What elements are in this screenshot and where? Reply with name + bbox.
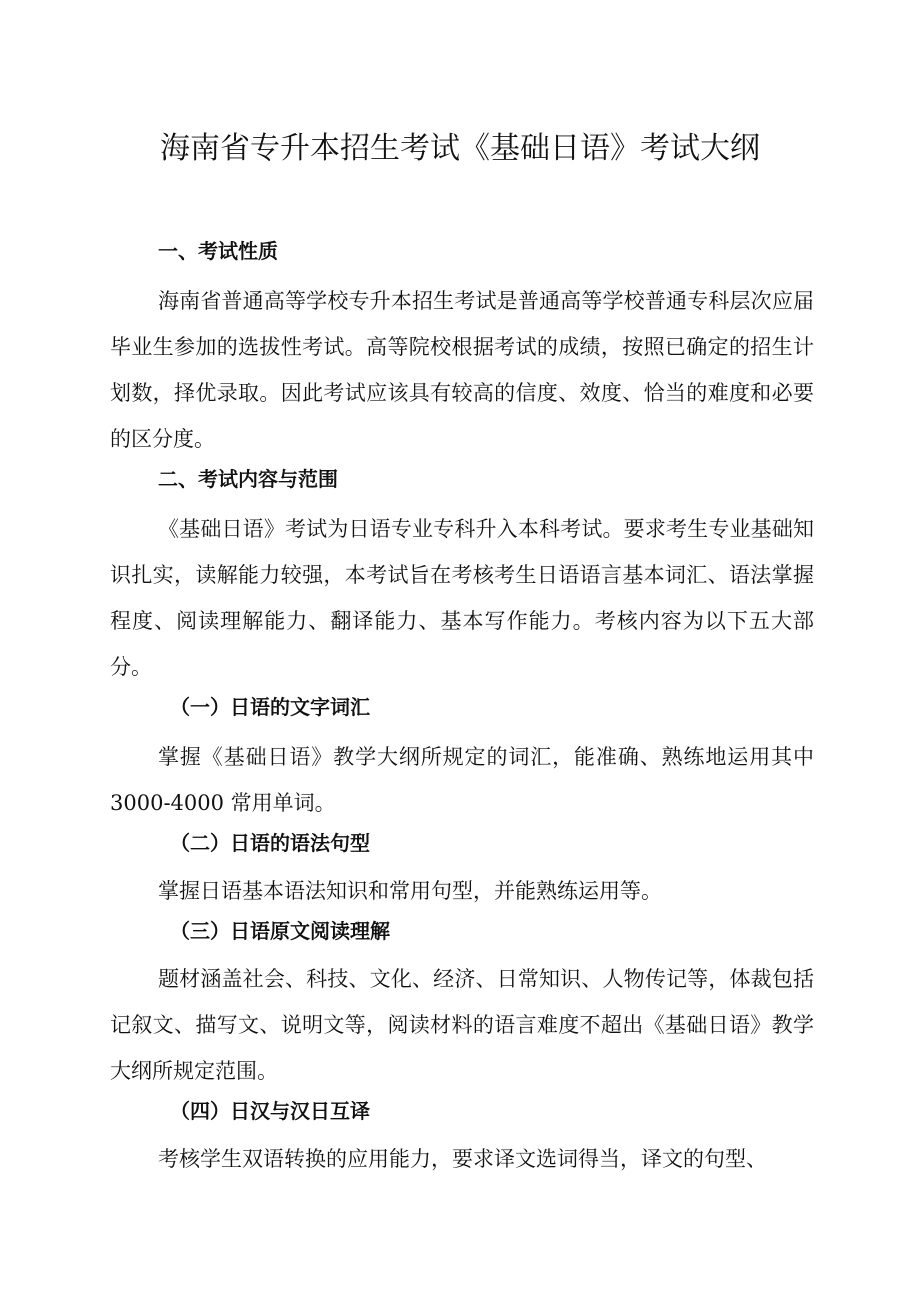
section-paragraph-content-scope: 《基础日语》考试为日语专业专科升入本科考试。要求考生专业基础知识扎实，读解能力较强，本考试旨在考核考生日语语言基本词汇、语法掌握程度、阅读理解能力、翻译能力、基本写作能力。考核内容为以下五大部分。 bbox=[110, 517, 814, 679]
document-title: 海南省专升本招生考试《基础日语》考试大纲 bbox=[160, 131, 760, 166]
subsection-heading-vocabulary: （一）日语的文字词汇 bbox=[170, 695, 370, 719]
subsection-paragraph-vocabulary: 掌握《基础日语》教学大纲所规定的词汇，能准确、熟练地运用其中 3000-4000 常用单词。 bbox=[110, 745, 814, 815]
subsection-paragraph-grammar: 掌握日语基本语法知识和常用句型，并能熟练运用等。 bbox=[158, 879, 662, 903]
section-paragraph-nature: 海南省普通高等学校专升本招生考试是普通高等学校普通专科层次应届毕业生参加的选拔性考试。高等院校根据考试的成绩，按照已确定的招生计划数，择优录取。因此考试应该具有较高的信度、效度、恰当的难度和必要的区分度。 bbox=[110, 289, 814, 451]
section-heading-nature: 一、考试性质 bbox=[158, 239, 278, 263]
subsection-heading-reading: （三）日语原文阅读理解 bbox=[170, 919, 390, 943]
subsection-paragraph-translation: 考核学生双语转换的应用能力，要求译文选词得当，译文的句型、 bbox=[158, 1147, 767, 1171]
subsection-paragraph-reading: 题材涵盖社会、科技、文化、经济、日常知识、人物传记等，体裁包括记叙文、描写文、说明文等，阅读材料的语言难度不超出《基础日语》教学大纲所规定范围。 bbox=[110, 967, 814, 1083]
section-heading-content-scope: 二、考试内容与范围 bbox=[158, 467, 338, 491]
subsection-heading-grammar: （二）日语的语法句型 bbox=[170, 831, 370, 855]
subsection-heading-translation: （四）日汉与汉日互译 bbox=[170, 1099, 370, 1123]
